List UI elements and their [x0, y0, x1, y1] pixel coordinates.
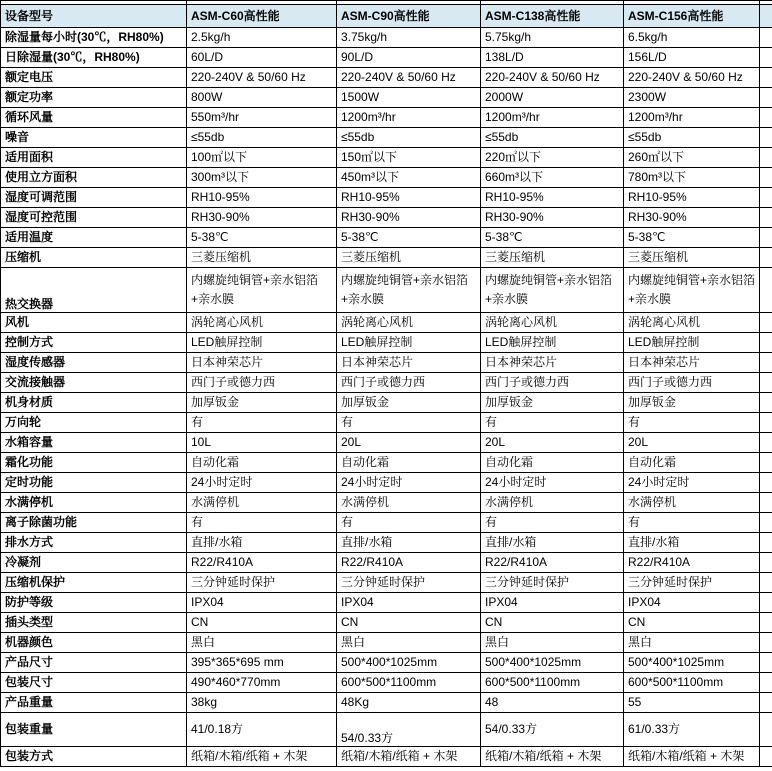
spec-row	[1, 68, 772, 88]
edge-cell	[760, 108, 772, 128]
row-label: 包装尺寸	[1, 673, 187, 693]
row-label: 适用面积	[1, 148, 187, 168]
spec-cell: 黑白	[624, 633, 760, 653]
spec-cell: 800W	[187, 88, 337, 108]
spec-row	[1, 573, 772, 593]
row-label: 适用温度	[1, 228, 187, 248]
spec-cell: 西门子或德力西	[481, 373, 624, 393]
spec-cell: IPX04	[337, 593, 481, 613]
spec-cell: 内螺旋纯铜管+亲水铝箔+亲水膜	[481, 268, 624, 313]
edge-cell	[760, 168, 772, 188]
spec-cell: LED触屏控制	[624, 333, 760, 353]
spec-cell: CN	[187, 613, 337, 633]
spec-cell: 5-38℃	[187, 228, 337, 248]
spec-row	[1, 533, 772, 553]
row-label: 压缩机	[1, 248, 187, 268]
edge-cell	[760, 533, 772, 553]
row-label: 插头类型	[1, 613, 187, 633]
header-edge-cell	[760, 5, 772, 28]
edge-cell	[760, 513, 772, 533]
spec-row	[1, 747, 772, 767]
spec-cell: 220-240V & 50/60 Hz	[187, 68, 337, 88]
spec-cell: RH10-95%	[481, 188, 624, 208]
spec-row	[1, 148, 772, 168]
spec-cell: RH10-95%	[187, 188, 337, 208]
spec-row	[1, 48, 772, 68]
edge-cell	[760, 633, 772, 653]
row-label: 交流接触器	[1, 373, 187, 393]
row-label: 排水方式	[1, 533, 187, 553]
spec-row	[1, 268, 772, 313]
spec-cell: 500*400*1025mm	[481, 653, 624, 673]
spec-cell: 5-38℃	[481, 228, 624, 248]
spec-cell: 日本神荣芯片	[481, 353, 624, 373]
spec-cell: 自动化霜	[624, 453, 760, 473]
edge-cell	[760, 653, 772, 673]
spec-row	[1, 493, 772, 513]
spec-cell: IPX04	[187, 593, 337, 613]
header-model-0: ASM-C60高性能	[187, 5, 337, 28]
spec-row	[1, 188, 772, 208]
spec-row	[1, 553, 772, 573]
spec-cell: 48	[481, 693, 624, 713]
edge-cell	[760, 28, 772, 48]
row-label: 离子除菌功能	[1, 513, 187, 533]
spec-cell: 2300W	[624, 88, 760, 108]
row-label: 定时功能	[1, 473, 187, 493]
spec-cell: RH30-90%	[624, 208, 760, 228]
row-label: 风机	[1, 313, 187, 333]
spec-cell: CN	[481, 613, 624, 633]
spec-cell: 55	[624, 693, 760, 713]
spec-cell: 自动化霜	[187, 453, 337, 473]
edge-cell	[760, 313, 772, 333]
spec-cell: RH10-95%	[624, 188, 760, 208]
row-label: 包装重量	[1, 713, 187, 747]
spec-cell: 三分钟延时保护	[481, 573, 624, 593]
spec-cell: 三菱压缩机	[337, 248, 481, 268]
row-label: 控制方式	[1, 333, 187, 353]
header-model-3: ASM-C156高性能	[624, 5, 760, 28]
spec-cell: 1200m³/hr	[481, 108, 624, 128]
edge-cell	[760, 593, 772, 613]
spec-cell: 自动化霜	[481, 453, 624, 473]
edge-cell	[760, 48, 772, 68]
spec-cell: 加厚钣金	[187, 393, 337, 413]
spec-row	[1, 633, 772, 653]
spec-row	[1, 28, 772, 48]
spec-cell: 5-38℃	[624, 228, 760, 248]
spec-row	[1, 108, 772, 128]
row-label: 冷凝剂	[1, 553, 187, 573]
spec-cell: 24小时定时	[337, 473, 481, 493]
spec-cell: RH30-90%	[481, 208, 624, 228]
spec-cell: 100㎡以下	[187, 148, 337, 168]
spec-row	[1, 208, 772, 228]
spec-cell: 220-240V & 50/60 Hz	[337, 68, 481, 88]
spec-cell: 90L/D	[337, 48, 481, 68]
edge-cell	[760, 148, 772, 168]
spec-row	[1, 713, 772, 747]
edge-cell	[760, 433, 772, 453]
spec-row	[1, 88, 772, 108]
spec-cell: 500*400*1025mm	[624, 653, 760, 673]
spec-row	[1, 373, 772, 393]
spec-row	[1, 393, 772, 413]
edge-cell	[760, 573, 772, 593]
row-label: 热交换器	[1, 268, 187, 313]
row-label: 产品重量	[1, 693, 187, 713]
spec-cell: 1200m³/hr	[337, 108, 481, 128]
spec-cell: 60L/D	[187, 48, 337, 68]
spec-row	[1, 653, 772, 673]
spec-cell: R22/R410A	[624, 553, 760, 573]
spec-cell: 660m³以下	[481, 168, 624, 188]
edge-cell	[760, 128, 772, 148]
spec-row	[1, 248, 772, 268]
spec-cell: 395*365*695 mm	[187, 653, 337, 673]
spec-cell: 600*500*1100mm	[624, 673, 760, 693]
spec-row	[1, 473, 772, 493]
spec-cell: 2000W	[481, 88, 624, 108]
spec-cell: 直排/水箱	[187, 533, 337, 553]
spec-cell: 500*400*1025mm	[337, 653, 481, 673]
spec-row	[1, 228, 772, 248]
spec-cell: 6.5kg/h	[624, 28, 760, 48]
spec-cell: 加厚钣金	[624, 393, 760, 413]
spec-cell: IPX04	[624, 593, 760, 613]
spec-row	[1, 513, 772, 533]
spec-cell: R22/R410A	[337, 553, 481, 573]
row-label: 压缩机保护	[1, 573, 187, 593]
spec-cell: RH30-90%	[337, 208, 481, 228]
spec-cell: 220-240V & 50/60 Hz	[481, 68, 624, 88]
edge-cell	[760, 413, 772, 433]
row-label: 水满停机	[1, 493, 187, 513]
spec-cell: 5.75kg/h	[481, 28, 624, 48]
spec-cell: 1200m³/hr	[624, 108, 760, 128]
edge-cell	[760, 208, 772, 228]
row-label: 噪音	[1, 128, 187, 148]
edge-cell	[760, 188, 772, 208]
row-label: 水箱容量	[1, 433, 187, 453]
spec-cell: 三菱压缩机	[624, 248, 760, 268]
row-label: 除湿量每小时(30℃，RH80%)	[1, 28, 187, 48]
edge-cell	[760, 333, 772, 353]
spec-cell: 水满停机	[624, 493, 760, 513]
spec-cell: 600*500*1100mm	[481, 673, 624, 693]
edge-cell	[760, 88, 772, 108]
spec-cell: 西门子或德力西	[187, 373, 337, 393]
spec-cell: 156L/D	[624, 48, 760, 68]
spec-cell: 有	[337, 513, 481, 533]
spec-cell: ≤55db	[337, 128, 481, 148]
spec-cell: 24小时定时	[187, 473, 337, 493]
row-label: 湿度可控范围	[1, 208, 187, 228]
spec-cell: LED触屏控制	[481, 333, 624, 353]
spec-cell: 水满停机	[187, 493, 337, 513]
spec-cell: 有	[187, 513, 337, 533]
spec-cell: 直排/水箱	[624, 533, 760, 553]
spec-row	[1, 433, 772, 453]
spec-cell: 纸箱/木箱/纸箱 + 木架	[624, 747, 760, 767]
edge-cell	[760, 373, 772, 393]
spec-cell: IPX04	[481, 593, 624, 613]
edge-cell	[760, 268, 772, 313]
spec-cell: 有	[624, 513, 760, 533]
spec-cell: ≤55db	[624, 128, 760, 148]
spec-cell: 300m³以下	[187, 168, 337, 188]
spec-cell: 三菱压缩机	[187, 248, 337, 268]
spec-cell: 内螺旋纯铜管+亲水铝箔+亲水膜	[337, 268, 481, 313]
spec-cell: CN	[624, 613, 760, 633]
header-model-1: ASM-C90高性能	[337, 5, 481, 28]
row-label: 额定电压	[1, 68, 187, 88]
spec-cell: 日本神荣芯片	[337, 353, 481, 373]
spec-cell: 水满停机	[337, 493, 481, 513]
edge-cell	[760, 693, 772, 713]
row-label: 日除湿量(30℃，RH80%)	[1, 48, 187, 68]
spec-row	[1, 413, 772, 433]
spec-cell: 有	[337, 413, 481, 433]
edge-cell	[760, 493, 772, 513]
spec-cell: 三菱压缩机	[481, 248, 624, 268]
spec-cell: 黑白	[187, 633, 337, 653]
spec-cell: 20L	[481, 433, 624, 453]
spec-cell: 5-38℃	[337, 228, 481, 248]
spec-cell: 涡轮离心风机	[481, 313, 624, 333]
spec-cell: 西门子或德力西	[337, 373, 481, 393]
spec-cell: RH10-95%	[337, 188, 481, 208]
spec-cell: R22/R410A	[187, 553, 337, 573]
row-label: 额定功率	[1, 88, 187, 108]
spec-cell: 490*460*770mm	[187, 673, 337, 693]
spec-cell: LED触屏控制	[187, 333, 337, 353]
header-model-2: ASM-C138高性能	[481, 5, 624, 28]
spec-cell: 20L	[624, 433, 760, 453]
edge-cell	[760, 713, 772, 747]
spec-row	[1, 693, 772, 713]
spec-cell: 550m³/hr	[187, 108, 337, 128]
spec-cell: 纸箱/木箱/纸箱 + 木架	[337, 747, 481, 767]
spec-cell: 3.75kg/h	[337, 28, 481, 48]
edge-cell	[760, 613, 772, 633]
edge-cell	[760, 228, 772, 248]
row-label: 机身材质	[1, 393, 187, 413]
spec-cell: 黑白	[337, 633, 481, 653]
spec-cell: 20L	[337, 433, 481, 453]
spec-cell: 三分钟延时保护	[337, 573, 481, 593]
spec-cell: 纸箱/木箱/纸箱 + 木架	[481, 747, 624, 767]
spec-cell: 有	[187, 413, 337, 433]
spec-cell: LED触屏控制	[337, 333, 481, 353]
spec-cell: 水满停机	[481, 493, 624, 513]
spec-cell: 三分钟延时保护	[187, 573, 337, 593]
row-label: 万向轮	[1, 413, 187, 433]
spec-cell: 加厚钣金	[337, 393, 481, 413]
row-label: 使用立方面积	[1, 168, 187, 188]
row-label: 产品尺寸	[1, 653, 187, 673]
row-label: 湿度可调范围	[1, 188, 187, 208]
edge-cell	[760, 473, 772, 493]
row-label: 包装方式	[1, 747, 187, 767]
spec-row	[1, 353, 772, 373]
spec-row	[1, 168, 772, 188]
table-header-row	[1, 5, 772, 28]
spec-cell: 涡轮离心风机	[624, 313, 760, 333]
spec-cell: 41/0.18方	[187, 713, 337, 747]
spec-row	[1, 453, 772, 473]
spec-row	[1, 673, 772, 693]
spec-cell: 涡轮离心风机	[187, 313, 337, 333]
spec-cell: 自动化霜	[337, 453, 481, 473]
edge-cell	[760, 353, 772, 373]
spec-cell: CN	[337, 613, 481, 633]
spec-cell: 直排/水箱	[337, 533, 481, 553]
edge-cell	[760, 673, 772, 693]
spec-cell: 1500W	[337, 88, 481, 108]
spec-cell: 纸箱/木箱/纸箱 + 木架	[187, 747, 337, 767]
row-label: 湿度传感器	[1, 353, 187, 373]
spec-cell: 西门子或德力西	[624, 373, 760, 393]
spec-cell: 450m³以下	[337, 168, 481, 188]
spec-cell: 61/0.33方	[624, 713, 760, 747]
spec-cell: 150㎡以下	[337, 148, 481, 168]
spec-row	[1, 593, 772, 613]
edge-cell	[760, 747, 772, 767]
row-label: 循环风量	[1, 108, 187, 128]
spec-cell: 10L	[187, 433, 337, 453]
spec-cell: ≤55db	[187, 128, 337, 148]
spec-row	[1, 333, 772, 353]
spec-cell: 日本神荣芯片	[624, 353, 760, 373]
spec-cell: 内螺旋纯铜管+亲水铝箔+亲水膜	[624, 268, 760, 313]
spec-cell: 有	[481, 513, 624, 533]
row-label: 霜化功能	[1, 453, 187, 473]
spec-cell: 2.5kg/h	[187, 28, 337, 48]
spec-cell: 有	[481, 413, 624, 433]
spec-cell: 260㎡以下	[624, 148, 760, 168]
spec-cell: 内螺旋纯铜管+亲水铝箔+亲水膜	[187, 268, 337, 313]
spec-cell: 220㎡以下	[481, 148, 624, 168]
edge-cell	[760, 68, 772, 88]
edge-cell	[760, 248, 772, 268]
spec-cell: 涡轮离心风机	[337, 313, 481, 333]
spec-cell: 日本神荣芯片	[187, 353, 337, 373]
spec-cell: 24小时定时	[481, 473, 624, 493]
spec-cell: 三分钟延时保护	[624, 573, 760, 593]
spec-cell: 24小时定时	[624, 473, 760, 493]
edge-cell	[760, 453, 772, 473]
spec-cell: 220-240V & 50/60 Hz	[624, 68, 760, 88]
spec-cell: 48Kg	[337, 693, 481, 713]
spec-cell: 780m³以下	[624, 168, 760, 188]
row-label: 机器颜色	[1, 633, 187, 653]
spec-cell: 138L/D	[481, 48, 624, 68]
spec-cell: R22/R410A	[481, 553, 624, 573]
spec-cell: 38kg	[187, 693, 337, 713]
spec-row	[1, 313, 772, 333]
spec-cell: 加厚钣金	[481, 393, 624, 413]
spec-cell: 黑白	[481, 633, 624, 653]
spec-cell: 54/0.33方	[337, 713, 481, 747]
spec-cell: ≤55db	[481, 128, 624, 148]
edge-cell	[760, 393, 772, 413]
spec-cell: RH30-90%	[187, 208, 337, 228]
spec-row	[1, 613, 772, 633]
row-label: 防护等级	[1, 593, 187, 613]
spec-cell: 有	[624, 413, 760, 433]
spec-cell: 54/0.33方	[481, 713, 624, 747]
spec-cell: 直排/水箱	[481, 533, 624, 553]
header-device-model: 设备型号	[1, 5, 187, 28]
spec-row	[1, 128, 772, 148]
edge-cell	[760, 553, 772, 573]
spec-cell: 600*500*1100mm	[337, 673, 481, 693]
